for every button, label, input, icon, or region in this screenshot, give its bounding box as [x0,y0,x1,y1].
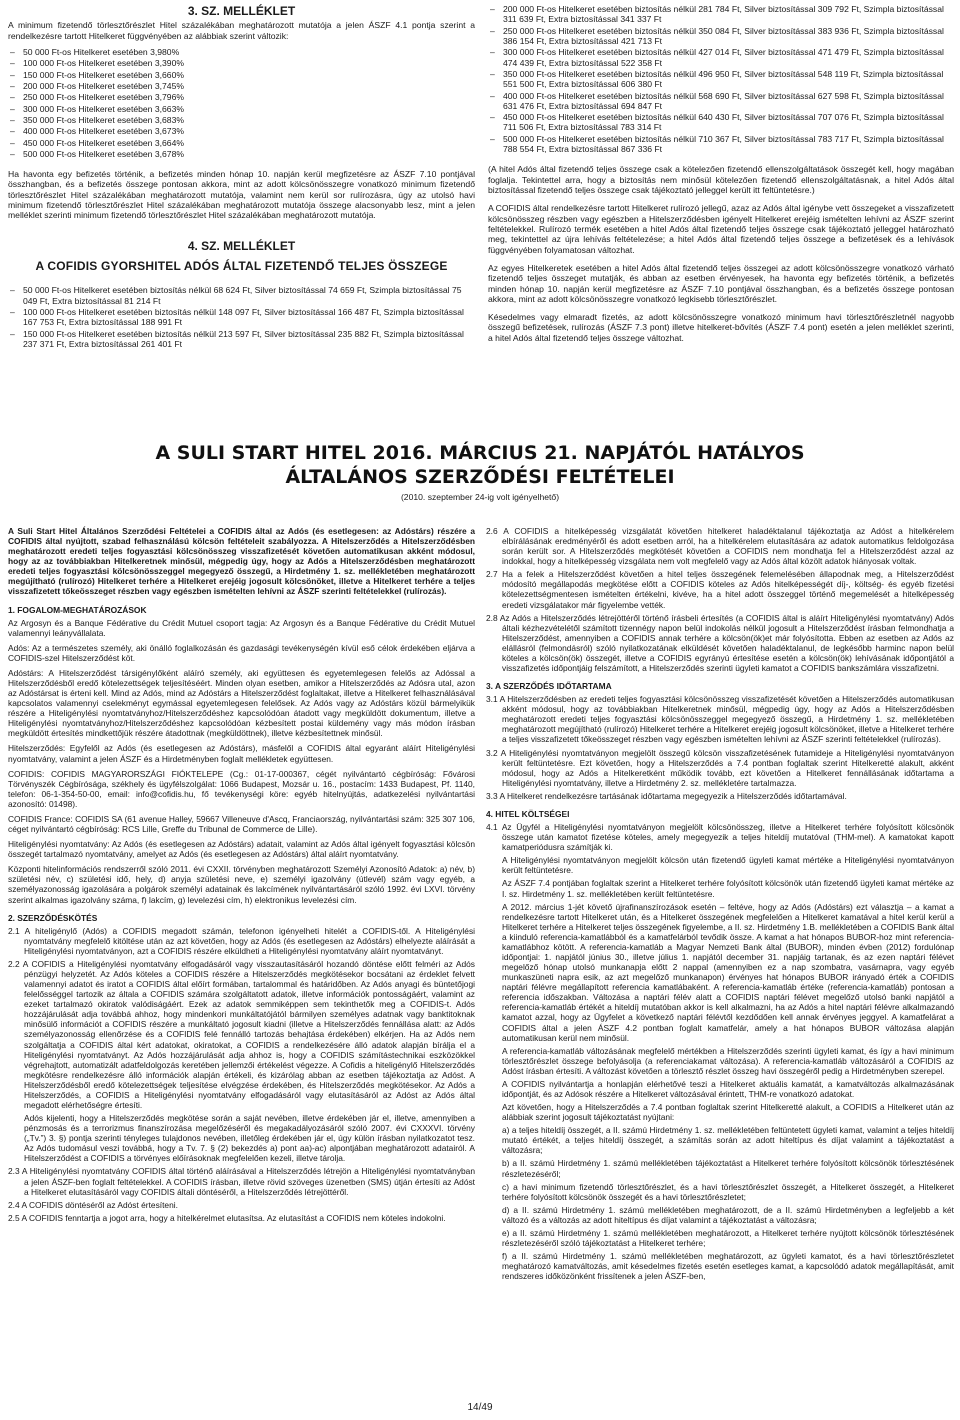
terms-item: 3.1 A Hitelszerződésben az eredeti teljes fogyasztási kölcsönösszeg visszafizetését követően a Hitelszerződés automatikusan akként módosul, hogy az továbbiakban Hitelkeretnek minősül, mégpedig úgy, hogy az Adós a Hitelszerződésben meghatározott eredeti teljes fogyasztási kölcsönösszeggel megegyező összegű, a Hirdetmény 1. sz. mellékletében meghatározott megújítható (rulírozó) Hitelkeret terhére a Hitelkeret erejéig jogosult kölcsönöket, illetve a Hitelkeret terhére a teljes visszafizetett tőkeösszeget részben vagy egészben ismételten lehívni az ÁSZF szerinti feltételekkel (rulírozás). [486,694,954,745]
terms-paragraph: A referencia-kamatláb változásának megfelelő mértékben a Hitelszerződés szerinti ügyleti kamat, és így a havi minimum törlesztőrészlet összege befolyásolja (a referenciakamat változása). A referencia-kamatláb változásáról a COFIDIS az Adóst írásban értesíti. A változást követően a törlesztő részlet összeg havi összegéről pedig a Hirdetményben szerepel. [502,1045,954,1076]
annex4-para1: (A hitel Adós által fizetendő teljes összege csak a kötelezően fizetendő ellenszolgáltatások összegét kell, hogy magában foglalja. Tekintettel arra, hogy a biztosítás nem minősül kötelezően fizetendő ellenszolgáltatásnak, a hitel Adós által biztosítással fizetendő teljes összege csak tájékoztató jelleggel került itt feltüntetésre.) [488,164,954,195]
annex3-intro: A minimum fizetendő törlesztőrészlet Hitel százalékában meghatározott mutatója a jelen ÁSZF 4.1 pontja szerint a rendelkezésre tartott Hitelkeret függvényében az alábbiak szerint változik: [8,20,475,41]
list-item: – 500 000 Ft-os Hitelkeret esetében 3,678% [8,149,475,159]
terms-right-column [486,526,954,1284]
list-item: – 150 000 Ft-os Hitelkeret esetében biztosítás nélkül 213 597 Ft, Silver biztosítással 235 882 Ft, Szimpla biztosítással 237 371 Ft, Extra biztosítással 261 401 Ft [8,329,475,350]
terms-paragraph: A 2012. március 1-jét követő újrafinanszírozások esetén – feltéve, hogy az Adós (Adóstárs) ezt választja – a kamat a rendelkezésre tartott Hitelkeret után, és a Hitelkeret összegének megfelelően a Hitelkeret kamatával a hitel kerül kerül a Hitelkeret terhére a Hitelkeret teljes összegének figyelembe, a II. sz. Hirdetmény 1.B. mellékletében a COFIDIS Bank által a kiinduló referencia-kamatlábból és a kamatfelárból tevődik össze. A kamat a hat hónapos BUBOR-hoz mint referencia-kamatlábhoz kötött. A referencia-kamatláb a Magyar Nemzeti Bank által (BUBOR), minden évben (2012) fordulónap időpontjai: 1. napjától június 30., illetve július 1. napjától december 31. napjáig tartanak, és az ezen naptári félévet megelőző hónap utolsó munkanapja előtt 2 nappal (amennyiben ez a nap szombatra, vasárnapra, vagy egyéb munkaszüneti napra esik, az azt megelőző munkanapon) érvényes hat hónapos BUBOR irányadó érték a COFIDIS naptári félévre megállapított referencia kamatlábaként. A referencia-kamatláb értéke (referencia-kamatláb) pontosan a referencia időszakban. Változása a naptári félév alatt a COFIDIS naptári félévet megelőző utolsó banki napjától a referencia-kamatláb értékét a hiteldíj mutatóban akkor is kell alkalmazni, ha az Adós a hitel naptári félévre alkalmazandó kamatot azzal, hogy az Ügyfelet a következő naptári félévtől kezdődően kell annak érvényes jeggyel. A kamatfelárat a COFIDIS által a jelen ÁSZF 4.2 pontban foglalt kamatfelár, amely a hat hónapos BUBOR változása alapján automatikusan kerül nem minősül. [502,901,954,1043]
terms-paragraph: Az Argosyn és a Banque Fédérative du Crédit Mutuel csoport tagja: Az Argosyn és a Banque Fédérative du Crédit Mutuel valamennyi leányvállalata. [8,617,475,638]
list-item: – 400 000 Ft-os Hitelkeret esetében 3,673% [8,126,475,136]
annex4-para4: Késedelmes vagy elmaradt fizetés, az adott kölcsönösszegre vonatkozó minimum havi törlesztőrészletnél nagyobb összegű befizetések, rulírozás (ÁSZF 7.3 pont) illetve hitelkeret-bővítés (ÁSZF 7.4 pont) esetén a jelen melléklet szerinti, a hitel Adós által fizetendő teljes összege változhat. [488,312,954,343]
terms-item: 3.2 A Hiteligénylési nyomtatványon megjelölt összegű kölcsön visszafizetésének futamideje a Hiteligénylési nyomtatványon került feltüntetésre. Ezt követően, hogy a Hitelszerződés a 7.4 pontban foglaltak szerint Hitelkeretté alakult, akként módosul, hogy az Adós a Hitelkeretként működik tovább, ezt követően a Hitelkeret fennállásának időtartama a Hiteligénylési nyomtatvány, illetve a Hirdetmény 2. sz. mellékletére tartalmazza. [486,747,954,788]
terms-item: 2.7 Ha a felek a Hitelszerződést követően a hitel teljes összegének felemelésében állapodnak meg, a Hitelszerződést módosító megállapodás megkötése előtt a COFIDIS köteles az Adós hitelképességét díj-, költség- és egyéb fizetési kötelezettségmentesen ismételten értékelni, kivéve, ha a hitel adott összeggel történő megemelését a hitelképesség eredeti vizsgálatakor már figyelembe vették. [486,569,954,610]
list-item: – 250 000 Ft-os Hitelkeret esetében biztosítás nélkül 350 084 Ft, Silver biztosítással 383 936 Ft, Szimpla biztosítással 386 154 Ft, Extra biztosítással 421 713 Ft [488,26,954,47]
terms-paragraph: Az ÁSZF 7.4 pontjában foglaltak szerint a Hitelkeret terhére folyósított kölcsönök után fizetendő ügyleti kamat mértéke az I. sz. Hirdetmény 1. sz. mellékletében került feltüntetésre. [502,878,954,899]
terms-list-item: a) a teljes hiteldíj összegét, a II. számú Hirdetmény 1. sz. mellékletében feltüntetett ügyleti kamat, valamint a teljes hiteldíj mutató értékét, a teljes hiteldíj összegét, a számítás során az adott hiteltípus és díjat valamint a tájékoztatást a változásra; [502,1125,954,1156]
list-item: – 400 000 Ft-os Hitelkeret esetében biztosítás nélkül 568 690 Ft, Silver biztosítással 627 598 Ft, Szimpla biztosítással 631 476 Ft, Extra biztosítással 694 847 Ft [488,91,954,112]
terms-list-item: e) a II. számú Hirdetmény 1. számú mellékletében meghatározott, a Hitelkeret terhére nyújtott kölcsönök törlesztésének részletezéséről szóló tájékoztatást a Hitelkeret terhére; [502,1227,954,1248]
terms-paragraph: Azt követően, hogy a Hitelszerződés a 7.4 pontban foglaltak szerint Hitelkeretté alakult, a COFIDIS a Hitelkeret után az alábbiak szerint jogosult tájékoztatást nyújtani: [502,1102,954,1123]
list-item: – 450 000 Ft-os Hitelkeret esetében 3,664% [8,138,475,148]
main-title-line1: A SULI START HITEL 2016. MÁRCIUS 21. NAPJÁTÓL HATÁLYOS [155,442,805,464]
annex3-note: Ha havonta egy befizetés történik, a befizetés minden hónap 10. napján kerül megfizetésre az ÁSZF 7.10 pontjával összhangban, és a befizetés összege pontosan akkora, mint az adott kölcsönösszegre vonatkozó minimum fizetendő törlesztőrészlet Hitel százalékában meghatározott mutatója, valamint nem kerül sor rulírozásra, úgy az utolsó havi minimum fizetendő törlesztőrészlet Hitel százalékában meghatározott mutatója összege alacsonyabb lesz, mint a jelen melléklet szerinti minimum fizetendő törlesztőrészlet Hitel százalékában meghatározott mutatója. [8,169,475,221]
terms-item: 2.5 A COFIDIS fenntartja a jogot arra, hogy a hitelkérelmet elutasítsa. Az elutasítást a COFIDIS nem köteles indokolni. [8,1212,446,1223]
page-number: 14/49 [467,1402,493,1413]
annex4-list-left [8,285,475,349]
list-item: – 100 000 Ft-os Hitelkeret esetében 3,390% [8,58,475,68]
annex3-title: 3. SZ. MELLÉKLET [187,4,296,18]
terms-item: 2.6 A COFIDIS a hitelképesség vizsgálatát követően hitelkeret haladéktalanul tájékoztatja az Adóst a hitelkérelem elbírálásának eredményéről és adott esetben arról, ha a hitelkérelem elutasítására az adatok automatikus feldolgozása során került sor. A Hitelszerződés megkötését követően a COFIDIS nem mondhatja fel a Hitelszerződést azzal az indokkal, hogy a hitelképesség vizsgálata nem volt megfelelő vagy az Adós által közölt adatok hiányosak voltak. [486,526,954,567]
terms-list-item: c) a havi minimum fizetendő törlesztőrészlet, és a havi törlesztőrészlet összegét, a Hitelkeret összegét, a Hitelkeret terhére folyósított kölcsönök összegét és a havi törlesztőrészletet; [502,1181,954,1202]
annex4-list-right [488,4,954,154]
list-item: – 500 000 Ft-os Hitelkeret esetében biztosítás nélkül 710 367 Ft, Silver biztosítással 783 717 Ft, Szimpla biztosítással 788 554 Ft, Extra biztosítással 867 336 Ft [488,134,954,155]
terms-item: 4.1 Az Ügyfél a Hiteligénylési nyomtatványon megjelölt kölcsönösszeg, illetve a Hitelkeret terhére folyósított kölcsönök összege után kamatot fizetése köteles, amely megegyezik a teljes hiteldíj mutatóval (THM-mel). A kamatokat kapott kamatperiódusra számítják ki. [486,822,954,853]
terms-paragraph: Központi hitelinformációs rendszerről szóló 2011. évi CXXII. törvényben meghatározott Személyi Azonosító Adatok: a) név, b) születési név, c) születési idő, hely, d) anyja születési neve, e) személyi igazolvány (útlevél) szám vagy egyéb, a személyazonosság igazolására a polgárok személyi adatainak és lakcímének nyilvántartásáról szóló 1992. évi LXVI. törvény szerint alkalmas igazolvány száma, f) lakcím, g) levelezési cím, h) elektronikus levelezési cím. [8,864,475,905]
right-top-column [488,4,954,348]
annex4-para3: Az egyes Hitelkeretek esetében a hitel Adós által fizetendő teljes összegei az adott kölcsönösszegre vonatkozó várható fizetendő teljes összeget mutatják, és abban az esetben érvényesek, ha havonta egy befizetés történik, a befizetés minden hónap 10. napján kerül megfizetésre az ÁSZF 7.10 pontjával összhangban, és a befizetés összege pontosan akkora, mint az adott kölcsönösszegre vonatkozó legkisebb törlesztőrészlet. [488,262,954,304]
terms-paragraph: Adóstárs: A Hitelszerződést társigénylőként aláíró személy, aki együttesen és egyetemlegesen felelős az Adóssal a Hitelszerződésből eredő kötelezettségek teljesítéséért. Minden olyan esetben, amikor a Hitelszerződés az Adósra utal, azon az Adóstársat is érteni kell. Mind az Adós, mind az Adóstárs a Hitelszerződést foglaltakat, illetve a Hitelkeret felhasználásával kapcsolatos valamennyi cselekményt egymással egyetemlegesen felelősek. Az Adós vagy az Adóstárs közül bármelyikük részére a Hiteligénylési nyomtatványhoz/Hitelszerződéshez kapcsolódóan átadott vagy megküldött dokumentum, illetve a Hiteligénylési nyomtatványhoz/Hitelszerződéshez kapcsolódóan kézbesített postai küldemény vagy más módon írásban megküldött értesítés mindkettőjük részére átadottnak (megküldöttnek), illetve kézbesítettnek minősül. [8,667,475,739]
list-item: – 300 000 Ft-os Hitelkeret esetében 3,663% [8,104,475,114]
list-item: – 200 000 Ft-os Hitelkeret esetében biztosítás nélkül 281 784 Ft, Silver biztosítással 309 792 Ft, Szimpla biztosítással 311 639 Ft, Extra biztosítással 341 337 Ft [488,4,954,25]
terms-intro: A Suli Start Hitel Általános Szerződési Feltételei a COFIDIS által az Adós (és esetlegesen: az Adóstárs) részére a COFIDIS által nyújtott, szabad felhasználású kölcsön feltételeit szabályozza. A Hitelszerződés a Hitelszerződésben meghatározott eredeti teljes fogyasztási kölcsönösszeg visszafizetését követően automatikusan akként módosul, hogy az az továbbiakban Hitelkeretnek minősül, mégpedig úgy, hogy az Adós a Hitelszerződésben meghatározott eredeti teljes fogyasztási kölcsönösszeggel megegyező összegű, a Hirdetmény 1. sz. mellékletében meghatározott megújítható (rulírozó) Hitelkeret terhére a Hitelkeret erejéig jogosult kölcsönöket, illetve a Hitelkeret terhére a teljes visszafizetett tőkeösszeget részben vagy egészben ismételten lehívni az ÁSZF szerinti feltételekkel (rulírozás). [8,526,475,597]
terms-item: 2.3 A Hiteligénylési nyomtatvány COFIDIS által történő aláírásával a Hitelszerződés létrejön a Hiteligénylési nyomtatványban a jelen ÁSZF-ben foglalt feltételekkel. A COFIDIS írásban, illetve rövid szöveges üzenetben (SMS) útján értesíti az Adóst a Hitelkeret elutasításáról vagy COFIDIS általi döntéséről, a Hitelszerződés létrejöttéről. [8,1166,475,1197]
main-subtitle: (2010. szeptember 24-ig volt igényelhető) [400,492,560,502]
terms-paragraph: A COFIDIS nyilvántartja a honlapján elérhetővé teszi a Hitelkeret aktuális kamatát, a kamatváltozás alkalmazásának időpontját, és az Adósok részére a Hitelkeret változásával érintett, THM-re vonatkozó adatokat. [502,1078,954,1099]
terms-paragraph: Hitelszerződés: Egyfelől az Adós (és esetlegesen az Adóstárs), másfelől a COFIDIS által egyaránt aláírt Hiteligénylési nyomtatvány, valamint a jelen ÁSZF és a Hirdetményben foglalt mellékletek együttesen. [8,743,475,764]
terms-item: 2.4 A COFIDIS döntéséről az Adóst értesíteni. [8,1199,178,1210]
terms-list-item: f) a II. számú Hirdetmény 1. számú mellékletében meghatározott, az ügyleti kamatot, és a havi törlesztőrészletet meghatározó kamatváltozás, amit késedelmes fizetés esetén esetleges kamat, a kapcsolódó adatok megállapítását, amit rendszeres időközönként frissítenek a jelen ÁSZF-ben, [502,1251,954,1282]
list-item: – 200 000 Ft-os Hitelkeret esetében 3,745% [8,81,475,91]
terms-paragraph: Hiteligénylési nyomtatvány: Az Adós (és esetlegesen az Adóstárs) adatait, valamint az Adós által igényelt fogyasztási kölcsön összegét tartalmazó nyomtatvány, amelyet az Adós (és esetlegesen az Adóstárs) által aláírt nyomtatvány. [8,839,475,860]
list-item: – 350 000 Ft-os Hitelkeret esetében 3,683% [8,115,475,125]
left-top-column [8,4,475,357]
list-item: – 300 000 Ft-os Hitelkeret esetében biztosítás nélkül 427 014 Ft, Silver biztosítással 471 479 Ft, Szimpla biztosítással 474 439 Ft, Extra biztosítással 522 358 Ft [488,47,954,68]
annex4-title: A COFIDIS GYORSHITEL ADÓS ÁLTAL FIZETENDŐ TELJES ÖSSZEGE [35,259,448,274]
terms-list-item: b) a II. számú Hirdetmény 1. számú mellékletében tájékoztatást a Hitelkeret terhére folyósított kölcsönök törlesztésének részletezéséről; [502,1158,954,1179]
section-heading: 2. SZERZŐDÉSKÖTÉS [8,912,98,923]
terms-left-column [8,526,475,1226]
terms-paragraph: COFIDIS France: COFIDIS SA (61 avenue Halley, 59667 Villeneuve d'Ascq, Franciaország, nyilvántartási szám: 325 307 106, céget nyilvántartó cégbíróság: RCS Lille, Greffe du Tribunal de Commerce de Lille). [8,813,475,835]
section-heading: 1. FOGALOM-MEGHATÁROZÁSOK [8,604,147,615]
list-item: – 150 000 Ft-os Hitelkeret esetében 3,660% [8,70,475,80]
terms-item: 2.1 A hiteligénylő (Adós) a COFIDIS megadott számán, telefonon igényelheti hitelét a COFIDIS-től. A Hiteligénylési nyomtatvány megfelelő kitöltése után az azt követően, hogy az Adós (és esetlegesen az Adóstárs) elhelyezte aláírását a Hiteligénylési nyomtatványon, azt a COFIDIS részére elküldheti a Hiteligénylési nyomtatvány aláírt nyomtatványt. [8,925,475,956]
main-title [0,442,960,490]
list-item: – 250 000 Ft-os Hitelkeret esetében 3,796% [8,92,475,102]
terms-paragraph: COFIDIS: COFIDIS MAGYARORSZÁGI FIÓKTELEPE (Cg.: 01-17-000367, cégét nyilvántartó cégbíróság: Fővárosi Törvényszék Cégbírósága, székhely és ügyfélszolgálat: 1066 Budapest, Mozsár u. 16., postacím: 1433 Budapest, Pf. 1140, telefon: 06-1-354-50-00, email: info@cofidis.hu, fő tevékenységi köre: egyéb hitelnyújtás, adatkezelési nyilvántartási azonosító: 01498). [8,768,475,809]
list-item: – 100 000 Ft-os Hitelkeret esetében biztosítás nélkül 148 097 Ft, Silver biztosítással 166 487 Ft, Szimpla biztosítással 167 753 Ft, Extra biztosítással 188 991 Ft [8,307,475,328]
annex4-para2: A COFIDIS által rendelkezésre tartott Hitelkeret rulírozó jellegű, azaz az Adós által igénybe vett összegeket a visszafizetett kölcsönösszeg részben vagy egészben a Hitelszerződésben igényelt Hitelkeret erejéig ismételten lehívni az ÁSZF szerint feltételekkel. Rulírozó termék esetében a hitel Adós által fizetendő teljes összege csak tájékoztató jelleggel határozható meg, tekintettel az újra lehívás feltételezése; a hitel Adós által fizetendő teljes összege a befizetések és a lehívások függvényében folyamatosan változhat. [488,203,954,255]
annex3-list [8,47,475,159]
terms-list-item: d) a II. számú Hirdetmény 1. számú mellékletében meghatározott, de a II. számú Hirdetményben a legfeljebb a két változó és a változás az adott hiteltípus és díjat valamint a tájékoztatást a változásra; [502,1204,954,1225]
terms-paragraph: Adós kijelenti, hogy a Hitelszerződés megkötése során a saját nevében, illetve érdekében jár el, illetve, amennyiben a pénzmosás és a terrorizmus finanszírozása megelőzéséről és megakadályozásáról szóló 2007. évi CXXXVI. törvény („Tv.”) 3. §) pontja szerinti tényleges tulajdonos nevében, illetőleg érdekében jár el, úgy külön írásban nyilatkozatot tesz. Az Adós tudomásul veszi továbbá, hogy a Tv. 7. § (2) bekezdés a) pont aa)-ac) alpontjában meghatározott adatairól. A Hitelszerződést a COFIDIS a törvényes előírásoknak megfelelően kezeli, illetve tárolja. [24,1113,475,1164]
section-heading: 3. A SZERZŐDÉS IDŐTARTAMA [486,681,612,692]
list-item: – 50 000 Ft-os Hitelkeret esetében 3,980% [8,47,475,57]
list-item: – 450 000 Ft-os Hitelkeret esetében biztosítás nélkül 640 430 Ft, Silver biztosítással 707 076 Ft, Szimpla biztosítással 711 506 Ft, Extra biztosítással 783 314 Ft [488,112,954,133]
terms-paragraph: A Hiteligénylési nyomtatványon megjelölt kölcsön után fizetendő ügyleti kamat mértéke a Hiteligénylési nyomtatványon került feltüntetésre. [502,855,954,876]
terms-paragraph: Adós: Az a természetes személy, aki önálló foglalkozásán és gazdasági tevékenységén kívül eső célok érdekében eljárva a COFIDIS-szel Hitelszerződést köt. [8,642,475,663]
terms-item: 2.8 Az Adós a Hitelszerződés létrejöttéről történő írásbeli értesítés (a COFIDIS által is aláírt Hiteligénylési nyomtatvány) Adós általi kézhezvételétől számított tizennégy napon belül indokolás nélkül jogosult a Hitelszerződést írásban felmondhatja a Hitelszerződést, amennyiben a COFIDIS annak terhére a kölcsön(ök)et már folyósította. Ebben az esetben az Adós az elállásról (felmondásról) szóló nyilatkozatának elküldését követően haladéktalanul, de legkésőbb harminc napon belül köteles a kölcsön(ök) összegét, illetve a COFIDIS egyrányú értesítése esetén a kölcsön(ök) lehívásának időpontjától a visszafizetés időpontjáig felszámított, a Hitelszerződés szerinti ügyleti kamatot a COFIDIS bankszámlára visszafizetni. [486,612,954,674]
terms-item: 2.2 A COFIDIS a Hiteligénylési nyomtatvány elfogadásáról vagy visszautasításáról hozandó döntése előtt felméri az Adós pénzügyi helyzetét. Az Adós köteles a COFIDIS részére a Hitelszerződés megkötésekor bocsátani az érdeklet felvett valamennyi adatot és iratot a COFIDIS által előírt formában, tartalommal és határidőben. Az Adós anyagi és büntetőjogi felelősséggel tartozik az általa a COFIDIS számára szolgáltatott adatok, illetve információk pontosságáért, valamint az ezeket tartalmazó okiratok valódiságáért. Ezek az adatok semmiképpen sem tekinthetők meg a COFIDIS-t. Adós hozzájárulását adja továbbá ahhoz, hogy mindenkori munkáltatójától bármilyen személyes adatnak vagy banktitoknak minősülő információt a COFIDIS részére a munkáltató jogosult kiadni (illetve a Hitelszerződés fennállása alatt: az Adós személyazonosság ellenőrzése és a COFIDIS felé fennálló tartozás behajtása érdekében) elkérjen. Ha az Adós nem szolgáltatja a COFIDIS által kért adatokat, okiratokat, a COFIDIS a rendelkezésére álló adatok alapján bírálja el a Hiteligénylési nyomtatványt. Az Adós hozzájárulását adja ahhoz is, hogy a COFIDIS számítástechnikai eszközökkel végrehajtott, automatizált adatfeldolgozás keretében jellemzői értékelést végezze. A Cofidis a hiteligénylő Hitelszerződés megkötésre rendelkezésre álló információk alapján értékeli, és kizárólag abban az esetben tájékoztatja az Adóst. A Hitelszerződésből eredő kötelezettségek teljesítése elvégzése érdekében, és Hitelszerződés megkötésekor. Az Adós a Hitelszerződés, a COFIDIS a Hiteligénylési nyomtatvány elfogadásáról vagy elutasításáról az Adóst az Adós által megadott elérhetőségre értesíti. [8,958,475,1110]
terms-item: 3.3 A Hitelkeret rendelkezésre tartásának időtartama megegyezik a Hitelszerződés időtartamával. [486,790,847,801]
section-heading: 4. HITEL KÖLTSÉGEI [486,808,570,819]
list-item: – 50 000 Ft-os Hitelkeret esetében biztosítás nélkül 68 624 Ft, Silver biztosítással 74 659 Ft, Szimpla biztosítással 75 049 Ft, Extra biztosítással 81 214 Ft [8,285,475,306]
annex4-number: 4. SZ. MELLÉKLET [187,238,296,253]
main-title-line2: ÁLTALÁNOS SZERZŐDÉSI FELTÉTELEI [285,465,675,488]
list-item: – 350 000 Ft-os Hitelkeret esetében biztosítás nélkül 496 950 Ft, Silver biztosítással 548 119 Ft, Szimpla biztosítással 551 500 Ft, Extra biztosítással 606 380 Ft [488,69,954,90]
